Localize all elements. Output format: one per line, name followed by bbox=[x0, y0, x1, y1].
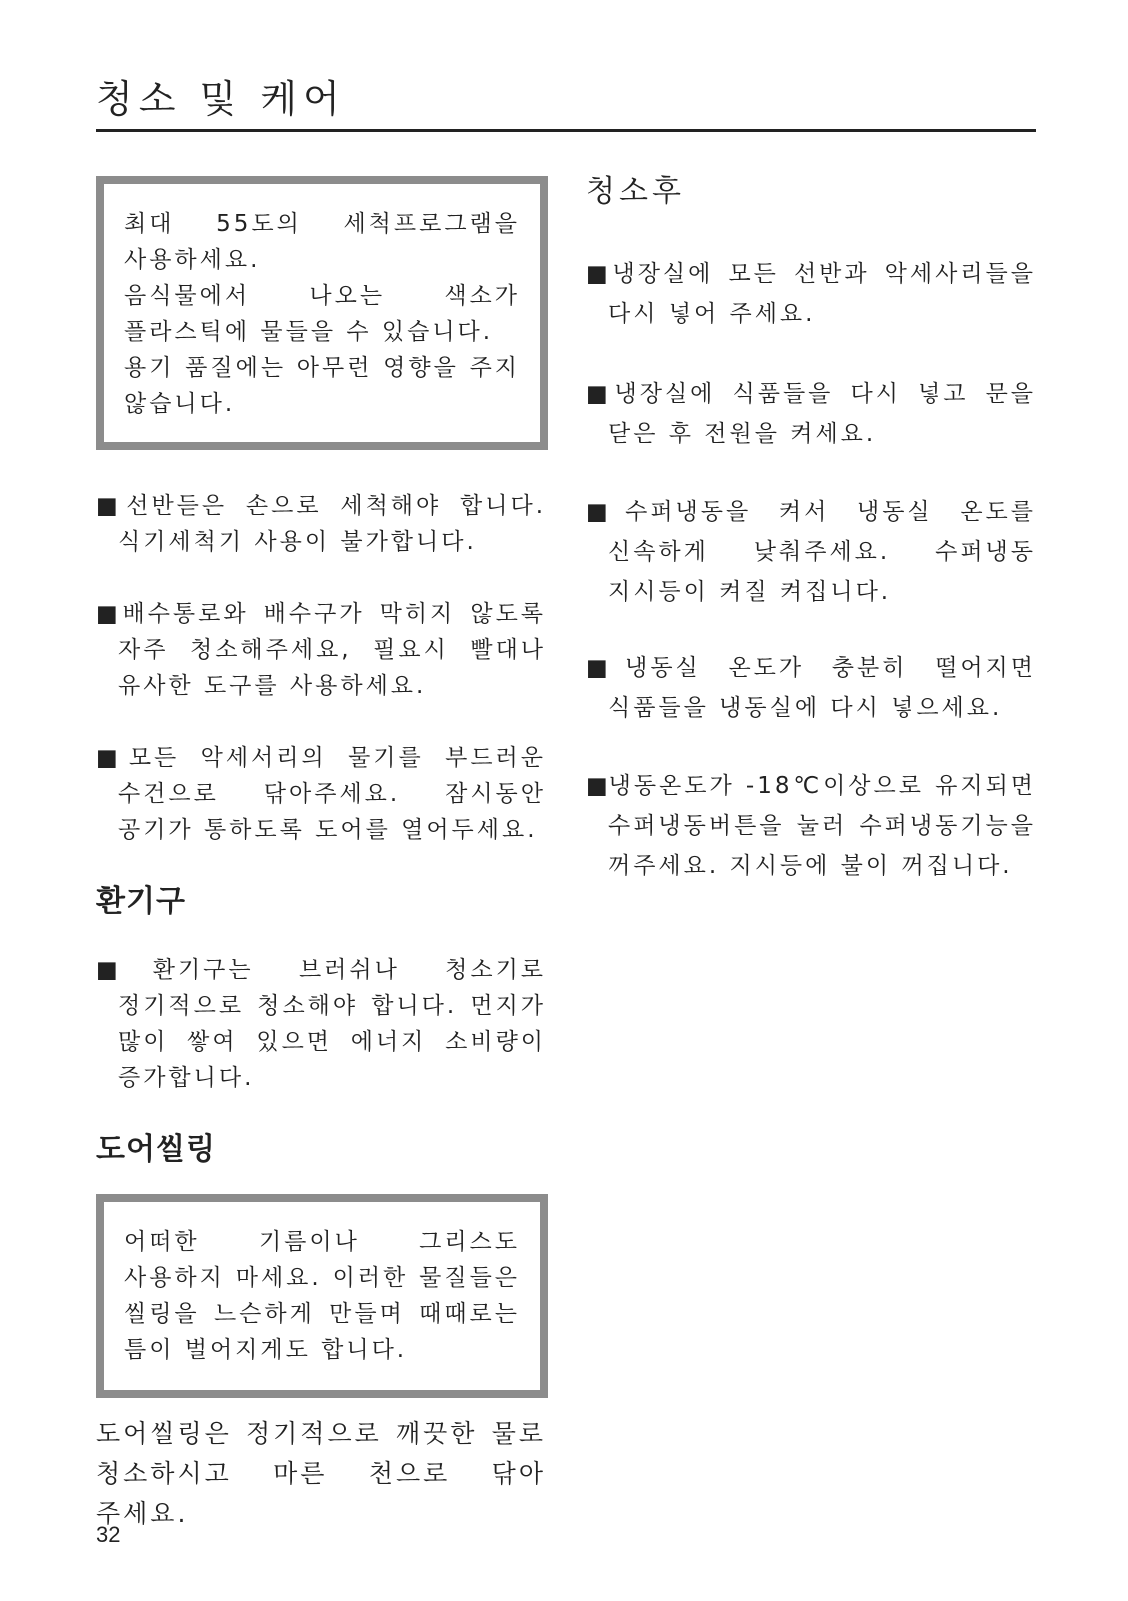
door-seal-heading: 도어씰링 bbox=[96, 1132, 216, 1167]
bullet-item: ■모든 악세서리의 물기를 부드러운 수건으로 닦아주세요. 잠시동안 공기가 통하도록 도어를 열어두세요. bbox=[96, 745, 546, 843]
bullet-item: ■냉동온도가 -18℃이상으로 유지되면 수퍼냉동버튼을 눌러 수퍼냉동기능을 꺼주세요. 지시등에 불이 꺼집니다. bbox=[586, 773, 1037, 879]
page-number: 32 bbox=[96, 1522, 121, 1547]
bullet-square-icon: ■ bbox=[586, 381, 615, 407]
bullet-item: ■수퍼냉동을 켜서 냉동실 온도를 신속하게 낮춰주세요. 수퍼냉동 지시등이 켜질 켜집니다. bbox=[586, 499, 1036, 605]
bullet-item: ■환기구는 브러쉬나 청소기로 정기적으로 청소해야 합니다. 먼지가 많이 쌓여 있으면 에너지 소비량이 증가합니다. bbox=[96, 957, 546, 1091]
bullet-square-icon: ■ bbox=[586, 773, 609, 799]
bullet-item: ■선반듣은 손으로 세척해야 합니다. 식기세척기 사용이 불가합니다. bbox=[96, 493, 547, 555]
bullet-square-icon: ■ bbox=[586, 261, 613, 287]
bullet-square-icon: ■ bbox=[586, 499, 626, 525]
bullet-item: ■냉장실에 모든 선반과 악세사리들을 다시 넣어 주세요. bbox=[586, 261, 1036, 327]
bullet-square-icon: ■ bbox=[96, 493, 127, 519]
bullet-item: ■배수통로와 배수구가 막히지 않도록 자주 청소해주세요, 필요시 빨대나 유사한 도구를 사용하세요. bbox=[96, 601, 546, 699]
bullet-square-icon: ■ bbox=[96, 745, 129, 771]
notice-line: 용기 품질에는 아무런 영향을 주지 않습니다. bbox=[124, 355, 520, 417]
bullet-square-icon: ■ bbox=[96, 957, 153, 983]
notice-line: 음식물에서 나오는 색소가 플라스틱에 물들을 수 있습니다. bbox=[124, 283, 520, 345]
seal-warning-text: 어떠한 기름이나 그리스도 사용하지 마세요. 이러한 물질들은 씰링을 느슨하게 만들며 때때로는 틈이 벌어지게도 합니다. bbox=[124, 1229, 520, 1363]
notice-box bbox=[96, 176, 548, 450]
after-cleaning-heading: 청소후 bbox=[586, 174, 685, 209]
notice-line: 최대 55도의 세척프로그램을 사용하세요. bbox=[124, 211, 520, 273]
vent-heading: 환기구 bbox=[96, 884, 186, 919]
title-divider bbox=[96, 129, 1036, 132]
bullet-square-icon: ■ bbox=[586, 655, 626, 681]
bullet-square-icon: ■ bbox=[96, 601, 123, 627]
seal-warning-box bbox=[96, 1194, 548, 1398]
page-title: 청소 및 케어 bbox=[96, 77, 346, 121]
seal-care-text: 도어씰링은 정기적으로 깨끗한 물로 청소하시고 마른 천으로 닦아 주세요. bbox=[96, 1419, 546, 1528]
bullet-item: ■냉동실 온도가 충분히 떨어지면 식품들을 냉동실에 다시 넣으세요. bbox=[586, 655, 1036, 721]
bullet-item: ■냉장실에 식품들을 다시 넣고 문을 닫은 후 전원을 켜세요. bbox=[586, 381, 1037, 447]
